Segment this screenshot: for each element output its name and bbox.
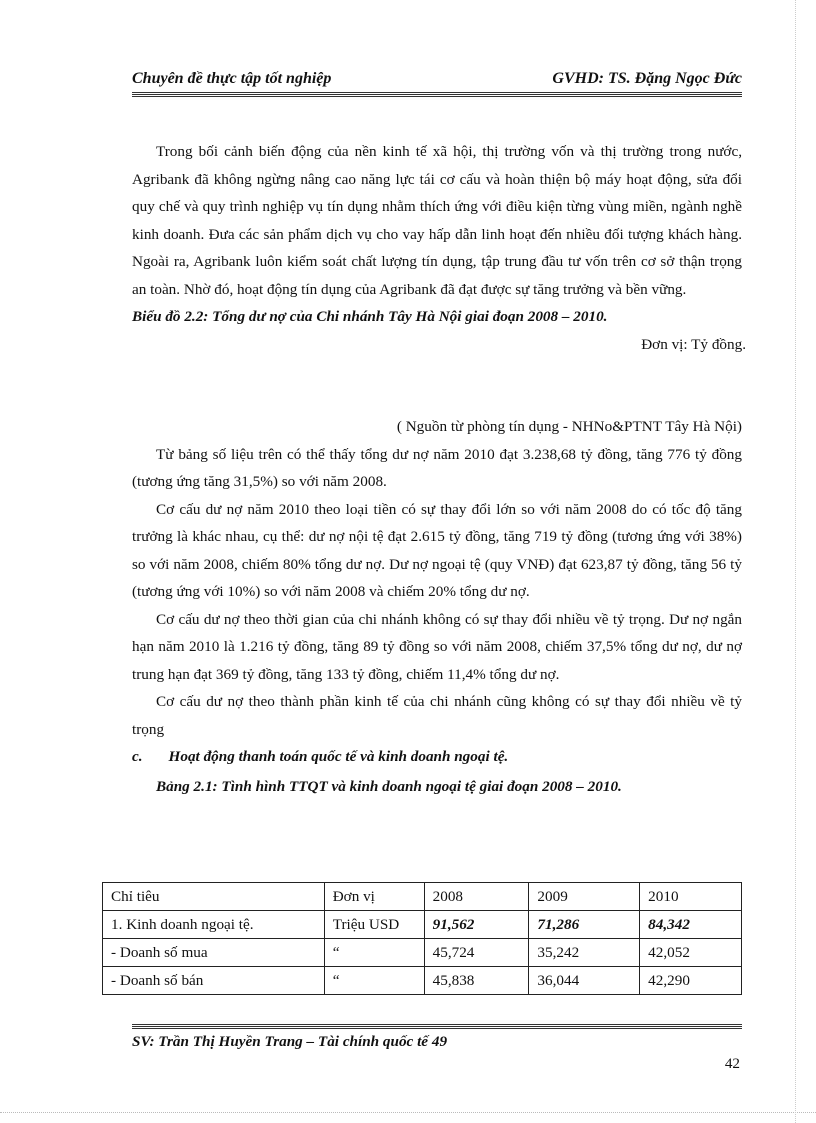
- section-letter: c.: [132, 748, 143, 765]
- table-caption: Bảng 2.1: Tình hình TTQT và kinh doanh ngoại tệ giai đoạn 2008 – 2010.: [156, 777, 622, 795]
- paragraph-4: Cơ cấu dư nợ theo thời gian của chi nhánh không có sự thay đổi nhiều về tỷ trọng. Dư nợ ngắn hạn năm 2010 là 1.216 tỷ đồng, tăng 89 tỷ đồng so với năm 2008, chiếm 37,5% tổng dư nợ, dư nợ trung hạn đạt 369 tỷ đồng, tăng 133 tỷ đồng, chiếm 11,4% tổng dư nợ.: [132, 610, 742, 683]
- table-cell: 1. Kinh doanh ngoại tệ.: [103, 911, 325, 939]
- header-cell: Chỉ tiêu: [103, 883, 325, 911]
- table-row: [103, 967, 742, 995]
- paragraph-5: Cơ cấu dư nợ theo thành phần kinh tế của chi nhánh cũng không có sự thay đổi nhiều về tỷ trọng: [132, 693, 742, 738]
- page-header: [132, 70, 742, 92]
- header-cell: 2010: [640, 883, 742, 911]
- table-cell: - Doanh số bán: [103, 967, 325, 995]
- page-number: 42: [724, 1055, 740, 1072]
- table-cell: - Doanh số mua: [103, 939, 325, 967]
- header-right: GVHD: TS. Đặng Ngọc Đức: [552, 70, 742, 87]
- table-cell: 71,286: [529, 911, 640, 939]
- table-cell: 42,052: [640, 939, 742, 967]
- header-rule: [132, 92, 742, 97]
- table-cell: “: [324, 967, 424, 995]
- table-cell: 84,342: [640, 911, 742, 939]
- table-cell: 35,242: [529, 939, 640, 967]
- table-row: [103, 939, 742, 967]
- body-middle: [132, 413, 742, 800]
- section-title: Hoạt động thanh toán quốc tế và kinh doanh ngoại tệ.: [168, 748, 509, 765]
- source-note: ( Nguồn từ phòng tín dụng - NHNo&PTNT Tây Hà Nội): [396, 418, 742, 435]
- table-cell: “: [324, 939, 424, 967]
- paragraph-2: Từ bảng số liệu trên có thể thấy tổng dư nợ năm 2010 đạt 3.238,68 tỷ đồng, tăng 776 tỷ đồng (tương ứng tăng 31,5%) so với năm 2008.: [132, 445, 742, 490]
- footer-rule: [132, 1024, 742, 1029]
- header-cell: 2008: [424, 883, 529, 911]
- header-cell: Đơn vị: [324, 883, 424, 911]
- section-heading: [132, 743, 742, 771]
- page-edge-dotted-line-vertical: [795, 0, 796, 1123]
- table-cell: 91,562: [424, 911, 529, 939]
- table-cell: 45,838: [424, 967, 529, 995]
- header-cell: 2009: [529, 883, 640, 911]
- paragraph-1: Trong bối cảnh biến động của nền kinh tế xã hội, thị trường vốn và thị trường trong nước, Agribank đã không ngừng nâng cao năng lực tái cơ cấu và hoàn thiện bộ máy hoạt động, sửa đổi quy chế và quy trình nghiệp vụ tín dụng nhằm thích ứng với điều kiện từng vùng miền, ngành nghề kinh doanh. Đưa các sản phẩm dịch vụ cho vay hấp dẫn linh hoạt đến nhiều đối tượng khách hàng. Ngoài ra, Agribank luôn kiểm soát chất lượng tín dụng, tập trung đầu tư vốn trên cơ sở thận trọng an toàn. Nhờ đó, hoạt động tín dụng của Agribank đã đạt được sự tăng trưởng và bền vững.: [132, 143, 742, 298]
- chart-caption: Biểu đồ 2.2: Tổng dư nợ của Chi nhánh Tây Hà Nội giai đoạn 2008 – 2010.: [132, 308, 608, 325]
- paragraph-3: Cơ cấu dư nợ năm 2010 theo loại tiền có sự thay đổi lớn so với năm 2008 do có tốc độ tăng trưởng là khác nhau, cụ thể: dư nợ nội tệ đạt 2.615 tỷ đồng, tăng 719 tỷ đồng (tương ứng với 38%) so với năm 2008, chiếm 80% tổng dư nợ. Dư nợ ngoại tệ (quy VNĐ) đạt 623,87 tỷ đồng, tăng 56 tỷ (tương ứng với 10%) so với năm 2008 và chiếm 20% tổng dư nợ.: [132, 500, 742, 600]
- body-top: [132, 138, 746, 358]
- page-edge-dotted-line: [0, 1112, 816, 1113]
- unit-label: Đơn vị: Tỷ đồng.: [641, 335, 746, 353]
- table-cell: 36,044: [529, 967, 640, 995]
- footer-author: SV: Trần Thị Huyền Trang – Tài chính quốc tế 49: [132, 1033, 448, 1050]
- table-cell: 42,290: [640, 967, 742, 995]
- forex-table: [102, 882, 742, 995]
- table-cell: 45,724: [424, 939, 529, 967]
- table-cell: Triệu USD: [324, 911, 424, 939]
- table-header-row: [103, 883, 742, 911]
- table-row: [103, 911, 742, 939]
- header-left: Chuyên đề thực tập tốt nghiệp: [132, 70, 332, 87]
